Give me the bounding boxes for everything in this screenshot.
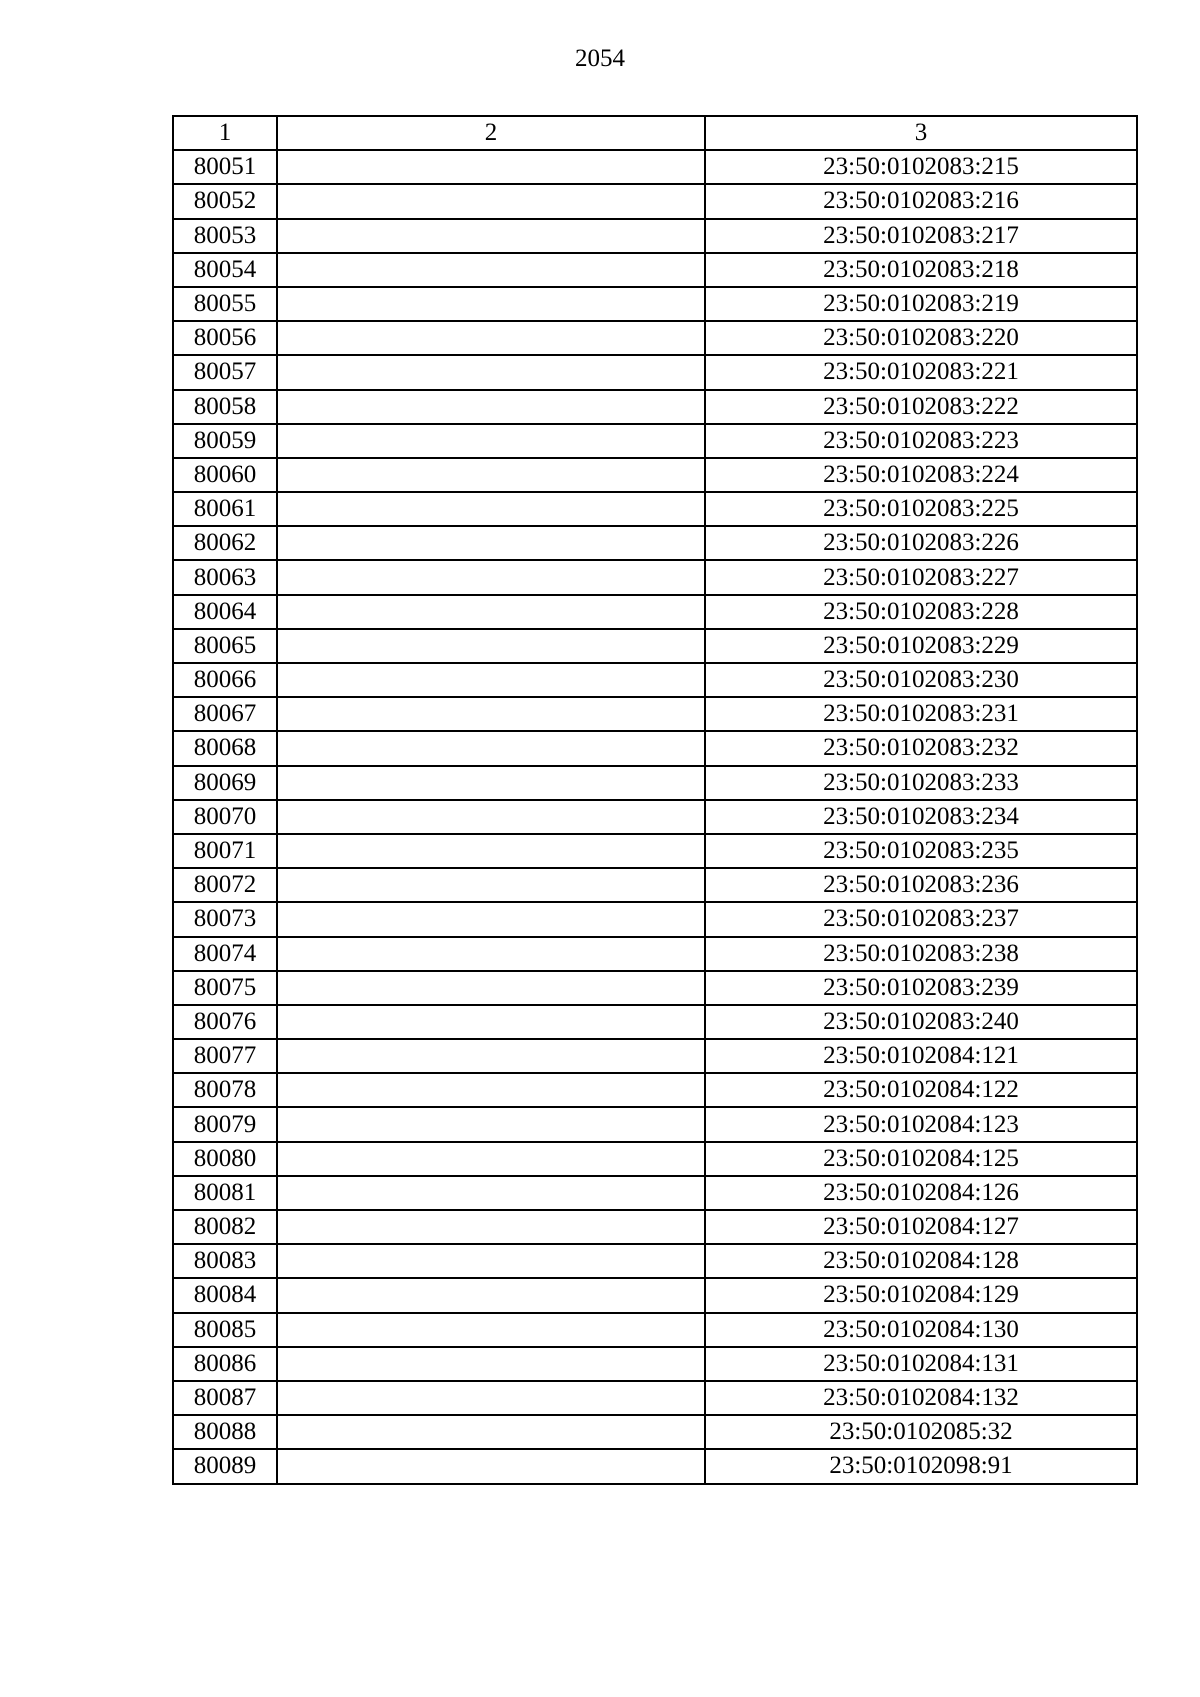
column-2-cell [277,868,705,902]
cadastral-number-cell: 23:50:0102083:227 [705,560,1137,594]
cadastral-number-cell: 23:50:0102083:215 [705,150,1137,184]
header-row [173,116,1137,150]
table-row [173,253,1137,287]
row-number-cell: 80087 [173,1381,277,1415]
column-2-cell [277,663,705,697]
table-row [173,1210,1137,1244]
table-row [173,287,1137,321]
table-row [173,1107,1137,1141]
page-number: 2054 [575,45,625,72]
column-2-cell [277,971,705,1005]
cadastral-number-cell: 23:50:0102083:216 [705,184,1137,218]
row-number-cell: 80072 [173,868,277,902]
table-row [173,595,1137,629]
cadastral-number-cell: 23:50:0102083:233 [705,766,1137,800]
column-2-cell [277,253,705,287]
column-2-cell [277,1005,705,1039]
cadastral-number-cell: 23:50:0102083:234 [705,800,1137,834]
cadastral-number-cell: 23:50:0102084:126 [705,1176,1137,1210]
row-number-cell: 80085 [173,1313,277,1347]
row-number-cell: 80075 [173,971,277,1005]
row-number-cell: 80079 [173,1107,277,1141]
cadastral-number-cell: 23:50:0102084:121 [705,1039,1137,1073]
cadastral-number-cell: 23:50:0102083:231 [705,697,1137,731]
cadastral-table [172,115,1138,1485]
table-row [173,458,1137,492]
table-row [173,492,1137,526]
column-2-cell [277,1176,705,1210]
column-2-cell [277,1073,705,1107]
row-number-cell: 80068 [173,731,277,765]
cadastral-number-cell: 23:50:0102083:220 [705,321,1137,355]
row-number-cell: 80055 [173,287,277,321]
table-row [173,1073,1137,1107]
column-2-cell [277,1449,705,1483]
table-row [173,424,1137,458]
cadastral-number-cell: 23:50:0102083:235 [705,834,1137,868]
cadastral-number-cell: 23:50:0102083:222 [705,390,1137,424]
cadastral-number-cell: 23:50:0102084:123 [705,1107,1137,1141]
row-number-cell: 80053 [173,219,277,253]
row-number-cell: 80089 [173,1449,277,1483]
cadastral-number-cell: 23:50:0102083:224 [705,458,1137,492]
row-number-cell: 80084 [173,1278,277,1312]
row-number-cell: 80054 [173,253,277,287]
cadastral-number-cell: 23:50:0102083:240 [705,1005,1137,1039]
row-number-cell: 80076 [173,1005,277,1039]
column-header-3: 3 [705,116,1137,150]
table-row [173,1244,1137,1278]
column-2-cell [277,731,705,765]
row-number-cell: 80062 [173,526,277,560]
column-2-cell [277,834,705,868]
row-number-cell: 80082 [173,1210,277,1244]
cadastral-number-cell: 23:50:0102084:130 [705,1313,1137,1347]
table-row [173,390,1137,424]
table-row [173,1278,1137,1312]
column-2-cell [277,1039,705,1073]
cadastral-number-cell: 23:50:0102083:217 [705,219,1137,253]
column-2-cell [277,526,705,560]
table-header [173,116,1137,150]
table-row [173,697,1137,731]
table-row [173,731,1137,765]
column-2-cell [277,595,705,629]
cadastral-number-cell: 23:50:0102083:229 [705,629,1137,663]
table-row [173,184,1137,218]
row-number-cell: 80086 [173,1347,277,1381]
cadastral-number-cell: 23:50:0102083:230 [705,663,1137,697]
column-2-cell [277,697,705,731]
table-row [173,150,1137,184]
table-row [173,560,1137,594]
row-number-cell: 80063 [173,560,277,594]
column-2-cell [277,1313,705,1347]
row-number-cell: 80051 [173,150,277,184]
table-row [173,219,1137,253]
table-row [173,1313,1137,1347]
cadastral-number-cell: 23:50:0102083:218 [705,253,1137,287]
column-2-cell [277,219,705,253]
cadastral-number-cell: 23:50:0102083:225 [705,492,1137,526]
column-2-cell [277,492,705,526]
cadastral-number-cell: 23:50:0102084:125 [705,1142,1137,1176]
row-number-cell: 80088 [173,1415,277,1449]
table-row [173,1176,1137,1210]
cadastral-number-cell: 23:50:0102083:223 [705,424,1137,458]
table-row [173,1039,1137,1073]
table-row [173,834,1137,868]
row-number-cell: 80080 [173,1142,277,1176]
cadastral-number-cell: 23:50:0102085:32 [705,1415,1137,1449]
table-row [173,629,1137,663]
cadastral-number-cell: 23:50:0102083:239 [705,971,1137,1005]
table-row [173,1381,1137,1415]
column-2-cell [277,150,705,184]
row-number-cell: 80052 [173,184,277,218]
table-row [173,1142,1137,1176]
row-number-cell: 80070 [173,800,277,834]
table-row [173,937,1137,971]
cadastral-number-cell: 23:50:0102098:91 [705,1449,1137,1483]
table-row [173,1005,1137,1039]
table-row [173,663,1137,697]
column-2-cell [277,287,705,321]
table-row [173,321,1137,355]
column-2-cell [277,1415,705,1449]
column-2-cell [277,1381,705,1415]
table-body [173,150,1137,1483]
column-2-cell [277,902,705,936]
column-2-cell [277,321,705,355]
table-row [173,800,1137,834]
column-header-2: 2 [277,116,705,150]
row-number-cell: 80066 [173,663,277,697]
row-number-cell: 80056 [173,321,277,355]
row-number-cell: 80060 [173,458,277,492]
cadastral-number-cell: 23:50:0102083:226 [705,526,1137,560]
table-row [173,1347,1137,1381]
cadastral-number-cell: 23:50:0102083:221 [705,355,1137,389]
column-2-cell [277,1278,705,1312]
table-row [173,766,1137,800]
row-number-cell: 80067 [173,697,277,731]
cadastral-number-cell: 23:50:0102084:127 [705,1210,1137,1244]
row-number-cell: 80083 [173,1244,277,1278]
table-row [173,1449,1137,1483]
row-number-cell: 80073 [173,902,277,936]
cadastral-number-cell: 23:50:0102083:236 [705,868,1137,902]
row-number-cell: 80081 [173,1176,277,1210]
row-number-cell: 80058 [173,390,277,424]
column-2-cell [277,1244,705,1278]
column-2-cell [277,1107,705,1141]
cadastral-number-cell: 23:50:0102084:129 [705,1278,1137,1312]
column-2-cell [277,390,705,424]
column-2-cell [277,1347,705,1381]
cadastral-number-cell: 23:50:0102084:128 [705,1244,1137,1278]
row-number-cell: 80065 [173,629,277,663]
cadastral-number-cell: 23:50:0102084:132 [705,1381,1137,1415]
row-number-cell: 80064 [173,595,277,629]
cadastral-number-cell: 23:50:0102083:232 [705,731,1137,765]
column-2-cell [277,1210,705,1244]
column-2-cell [277,629,705,663]
row-number-cell: 80059 [173,424,277,458]
column-2-cell [277,937,705,971]
table-row [173,1415,1137,1449]
table-row [173,526,1137,560]
table-row [173,868,1137,902]
column-2-cell [277,1142,705,1176]
column-header-1: 1 [173,116,277,150]
row-number-cell: 80057 [173,355,277,389]
cadastral-number-cell: 23:50:0102083:219 [705,287,1137,321]
table-row [173,355,1137,389]
row-number-cell: 80077 [173,1039,277,1073]
cadastral-number-cell: 23:50:0102083:237 [705,902,1137,936]
column-2-cell [277,560,705,594]
column-2-cell [277,355,705,389]
row-number-cell: 80078 [173,1073,277,1107]
column-2-cell [277,800,705,834]
row-number-cell: 80061 [173,492,277,526]
table-row [173,971,1137,1005]
cadastral-number-cell: 23:50:0102083:228 [705,595,1137,629]
row-number-cell: 80071 [173,834,277,868]
column-2-cell [277,458,705,492]
cadastral-number-cell: 23:50:0102083:238 [705,937,1137,971]
column-2-cell [277,766,705,800]
table-row [173,902,1137,936]
cadastral-number-cell: 23:50:0102084:122 [705,1073,1137,1107]
row-number-cell: 80069 [173,766,277,800]
row-number-cell: 80074 [173,937,277,971]
column-2-cell [277,424,705,458]
cadastral-number-cell: 23:50:0102084:131 [705,1347,1137,1381]
column-2-cell [277,184,705,218]
